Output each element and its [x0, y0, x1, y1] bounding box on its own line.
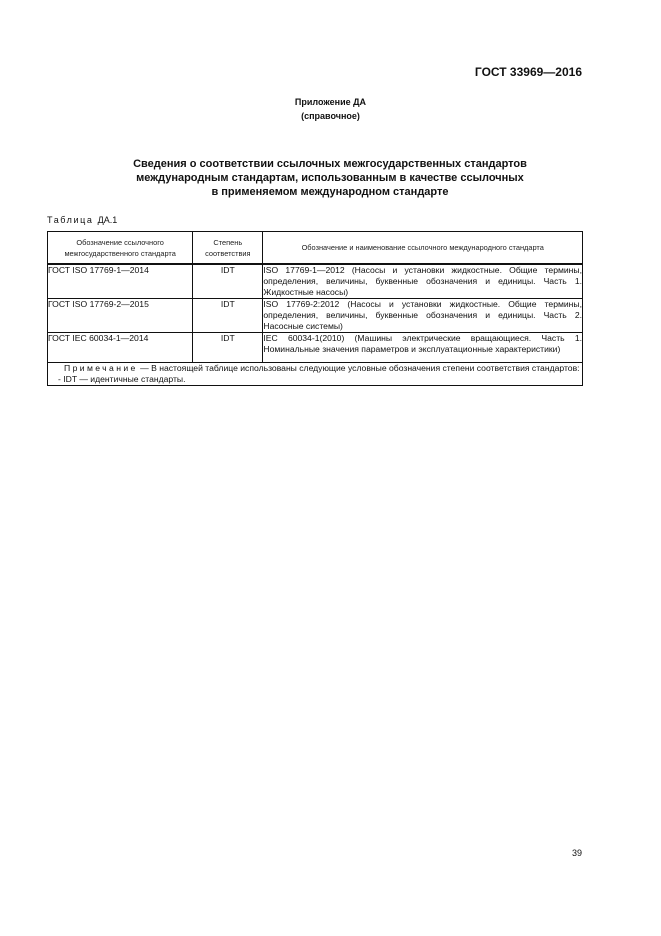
international-standard-cell: ISO 17769-1—2012 (Насосы и установки жидкостные. Общие термины, определения, величины, буквенные обозначения и единицы. Часть 1. Жидкостные насосы) [263, 265, 582, 297]
note-item: - IDT — идентичные стандарты. [58, 374, 186, 384]
document-title-line-2: международным стандартам, использованным в качестве ссылочных [136, 172, 524, 184]
table-header-row [48, 232, 583, 265]
appendix-subtitle: (справочное) [301, 111, 360, 121]
international-standard-cell: IEC 60034-1(2010) (Машины электрические вращающиеся. Часть 1. Номинальные значения параметров и эксплуатационные характеристики) [263, 333, 583, 363]
appendix-heading [0, 95, 661, 123]
standard-code-header: ГОСТ 33969—2016 [474, 65, 582, 79]
header-text: межгосударственного стандарта [64, 248, 176, 258]
table-caption [47, 215, 117, 225]
international-standard-cell: ISO 17769-2:2012 (Насосы и установки жидкостные. Общие термины, определения, величины, буквенные обозначения и единицы. Часть 2. Насосные системы) [263, 299, 582, 331]
header-text: Степень [213, 237, 243, 247]
table-row [48, 299, 583, 333]
header-text: соответствия [205, 248, 251, 258]
document-title-line-1: Сведения о соответствии ссылочных межгосударственных стандартов [133, 158, 527, 170]
interstate-standard-cell: ГОСТ ISO 17769-2—2015 [48, 299, 193, 333]
note-paragraph [48, 363, 582, 374]
degree-cell: IDT [193, 299, 263, 333]
note-label: Примечание [64, 363, 138, 373]
table-caption-number: ДА.1 [97, 215, 118, 225]
table-caption-label: Таблица [47, 215, 94, 225]
table-row [48, 264, 583, 299]
table-note-row [48, 363, 583, 386]
note-text: — В настоящей таблице использованы следующие условные обозначения степени соответствия стандартов: [137, 363, 580, 373]
interstate-standard-cell: ГОСТ ISO 17769-1—2014 [48, 264, 193, 299]
appendix-title: Приложение ДА [294, 97, 367, 107]
degree-cell: IDT [193, 333, 263, 363]
interstate-standard-cell: ГОСТ IEC 60034-1—2014 [48, 333, 193, 363]
document-title-line-3: в применяемом международном стандарте [211, 186, 449, 198]
header-text: Обозначение ссылочного [76, 237, 164, 247]
page-number: 39 [571, 848, 582, 858]
header-degree [193, 232, 263, 265]
table-note [48, 363, 583, 386]
header-interstate-standard [48, 232, 193, 265]
correspondence-table [47, 231, 583, 386]
table-row [48, 333, 583, 363]
document-title [80, 157, 580, 199]
degree-cell: IDT [193, 264, 263, 299]
header-international-standard: Обозначение и наименование ссылочного международного стандарта [263, 232, 583, 265]
